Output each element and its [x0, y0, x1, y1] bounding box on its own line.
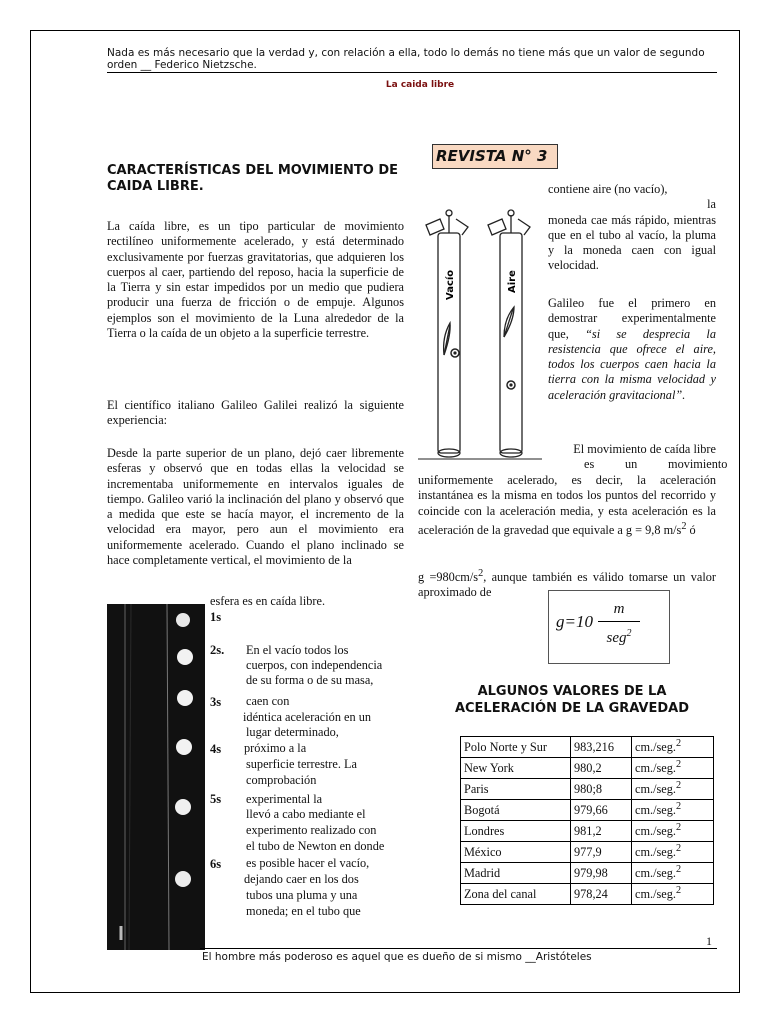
table-cell-value: 981,2 — [571, 821, 632, 842]
unit-text: cm./seg. — [635, 887, 676, 902]
right-paragraph-coin — [548, 182, 716, 274]
time-label: 5s — [210, 792, 222, 806]
newton-tubes-figure — [418, 205, 542, 460]
superscript: 2 — [675, 885, 682, 897]
formula-numerator: m — [613, 601, 625, 617]
caption-line: experimento realizado con — [246, 823, 377, 837]
table-cell-place: Madrid — [461, 863, 571, 884]
table-cell-value: 979,98 — [571, 863, 632, 884]
gravity-table — [460, 736, 714, 905]
superscript: 2 — [478, 568, 484, 579]
superscript: 2 — [675, 780, 682, 792]
caption-line: el tubo de Newton en donde — [246, 839, 385, 853]
time-label: 6s — [210, 857, 222, 871]
table-cell-place: Bogotá — [461, 800, 571, 821]
unit-text: cm./seg. — [635, 866, 676, 881]
caption-line: tubos una pluma y una — [246, 888, 358, 902]
superscript: 2 — [626, 628, 632, 639]
unit-text: cm./seg. — [635, 761, 676, 776]
table-cell-place: México — [461, 842, 571, 863]
table-cell-value: 979,66 — [571, 800, 632, 821]
table-row — [461, 800, 714, 821]
formula-denominator — [598, 624, 640, 648]
page-number: 1 — [706, 934, 712, 948]
caption-line: comprobación — [246, 773, 317, 787]
tube-label-vacuum: Vacío — [445, 269, 456, 300]
header-rule — [107, 72, 717, 73]
table-cell-value: 983,216 — [571, 737, 632, 758]
table-cell-place: Londres — [461, 821, 571, 842]
table-cell-value: 978,24 — [571, 884, 632, 905]
paragraph-definition: La caída libre, es un tipo particular de movimiento rectilíneo uniformemente acelerado, y está determinado exclusivamente por fuerzas gravitatorias, que adquieren los cuerpos al caer, partiendo del reposo, hacia la superficie de la Tierra y sin estar impedidos por un medio que pudiera producir una fuerza de fricción o de empuje. Algunos ejemplos son el movimiento de la Luna alrededor de la Tierra o la caída de un objeto a la superficie terrestre. — [107, 219, 404, 341]
table-row — [461, 737, 714, 758]
table-cell-place: Zona del canal — [461, 884, 571, 905]
time-label: 3s — [210, 695, 222, 709]
free-fall-strobe-photo — [107, 604, 205, 950]
time-label: 2s. — [210, 643, 225, 657]
caption-line: dejando caer en los dos — [244, 872, 359, 886]
superscript: 2 — [675, 843, 682, 855]
table-cell-unit — [632, 821, 714, 842]
caption-line: En el vacío todos los — [246, 643, 349, 657]
table-cell-unit — [632, 779, 714, 800]
unit-text: cm./seg. — [635, 824, 676, 839]
paragraph-galileo-experiment-end: esfera es en caída libre. — [210, 594, 326, 608]
superscript: 2 — [675, 759, 682, 771]
caption-line: idéntica aceleración en un — [243, 710, 372, 724]
caption-line: caen con — [246, 694, 290, 708]
table-row — [461, 842, 714, 863]
right-line: contiene aire (no vacío), — [548, 182, 668, 196]
table-cell-place: New York — [461, 758, 571, 779]
caption-line: es posible hacer el vacío, — [246, 856, 370, 870]
gravity-table-title: ALGUNOS VALORES DE LA ACELERACIÓN DE LA GRAVEDAD — [454, 684, 690, 716]
table-cell-place: Paris — [461, 779, 571, 800]
right-line: la — [707, 197, 716, 212]
table-row — [461, 863, 714, 884]
table-cell-value: 980;8 — [571, 779, 632, 800]
newton-tubes-drawing — [418, 205, 542, 460]
superscript: 2 — [675, 864, 682, 876]
unit-text: cm./seg. — [635, 782, 676, 797]
caption-line: llevó a cabo mediante el — [246, 807, 366, 821]
right-text: Galileo fue el primero en demostrar experimentalmente que, — [548, 296, 716, 341]
table-row — [461, 779, 714, 800]
footer-quote: El hombre más poderoso es aquel que es dueño de si mismo __Aristóteles — [202, 951, 592, 963]
right-text: , aunque también es válido tomarse un valor aproximado de — [418, 570, 716, 600]
revista-badge: REVISTA N° 3 — [432, 144, 558, 169]
table-row — [461, 758, 714, 779]
right-text: moneda cae más rápido, mientras que en el tubo al vacío, la pluma y la moneda caen con igual velocidad. — [548, 212, 716, 273]
caption-line: moneda; en el tubo que — [246, 904, 361, 918]
caption-line: superficie terrestre. La — [246, 757, 357, 771]
superscript: 2 — [681, 520, 687, 532]
table-cell-value: 977,9 — [571, 842, 632, 863]
table-cell-place: Polo Norte y Sur — [461, 737, 571, 758]
galileo-quote: “si se desprecia la resistencia que ofrece el aire, todos los cuerpos caen hacia la tierra con la misma velocidad y aceleración gravitacional”. — [548, 326, 716, 402]
table-cell-value: 980,2 — [571, 758, 632, 779]
table-cell-unit — [632, 737, 714, 758]
unit-text: cm./seg. — [635, 740, 676, 755]
table-cell-unit — [632, 842, 714, 863]
right-paragraph-motion-rest — [418, 473, 716, 538]
right-text: g =980cm/s — [418, 570, 479, 585]
right-paragraph-galileo-quote — [548, 296, 716, 403]
formula-lhs: g=10 — [556, 612, 593, 631]
caption-line: de su forma o de su masa, — [246, 673, 374, 687]
right-line: El movimiento de caída libre — [573, 442, 716, 456]
header-quote: Nada es más necesario que la verdad y, con relación a ella, todo lo demás no tiene más que un valor de segundo orden __ Federico Nietzsche. — [107, 47, 705, 71]
caption-line: próximo a la — [244, 741, 307, 755]
table-row — [461, 884, 714, 905]
caption-line: experimental la — [246, 792, 323, 806]
formula-fraction — [598, 600, 640, 648]
time-label: 1s — [210, 610, 222, 624]
article-heading: CARACTERÍSTICAS DEL MOVIMIENTO DE CAIDA LIBRE. — [107, 163, 399, 194]
caption-line: lugar determinado, — [246, 725, 339, 739]
superscript: 2 — [675, 738, 682, 750]
table-cell-unit — [632, 863, 714, 884]
tube-label-air: Aire — [507, 270, 518, 293]
time-label: 4s — [210, 742, 222, 756]
superscript: 2 — [675, 801, 682, 813]
paragraph-galileo-experiment: Desde la parte superior de un plano, dejó caer libremente esferas y observó que en todas ellas la velocidad se incrementaba uniformemente en intervalos iguales de tiempo. Galileo varió la inclinación del plano y observó que a medida que este se hacía mayor, el incremento de la velocidad era mayor, pero aun el movimiento era uniformemente acelerado. Cuando el plano inclinado se hace completamente vertical, el movimiento de la — [107, 446, 404, 568]
strobe-photo-drawing — [107, 604, 205, 950]
paragraph-galileo-intro: El científico italiano Galileo Galilei realizó la siguiente experiencia: — [107, 398, 404, 428]
footer-rule — [200, 948, 717, 949]
unit-text: cm./seg. — [635, 845, 676, 860]
caption-line: cuerpos, con independencia — [246, 658, 383, 672]
table-cell-unit — [632, 800, 714, 821]
section-title: La caida libre — [385, 80, 455, 90]
right-text: uniformemente acelerado, es decir, la aceleración instantánea es la misma en todos los puntos del recorrido y coincide con la aceleración media, y esta aceleración es la aceleración de la gravedad que equivale a g = 9,8 m/s — [418, 473, 716, 537]
table-cell-unit — [632, 758, 714, 779]
fraction-bar — [598, 621, 640, 622]
superscript: 2 — [675, 822, 682, 834]
table-row — [461, 821, 714, 842]
formula-denominator-text: seg — [606, 630, 627, 646]
right-paragraph-motion — [548, 442, 728, 473]
table-cell-unit — [632, 884, 714, 905]
right-line: es un movimiento — [584, 457, 728, 472]
unit-text: cm./seg. — [635, 803, 676, 818]
right-text: ó — [686, 522, 696, 537]
